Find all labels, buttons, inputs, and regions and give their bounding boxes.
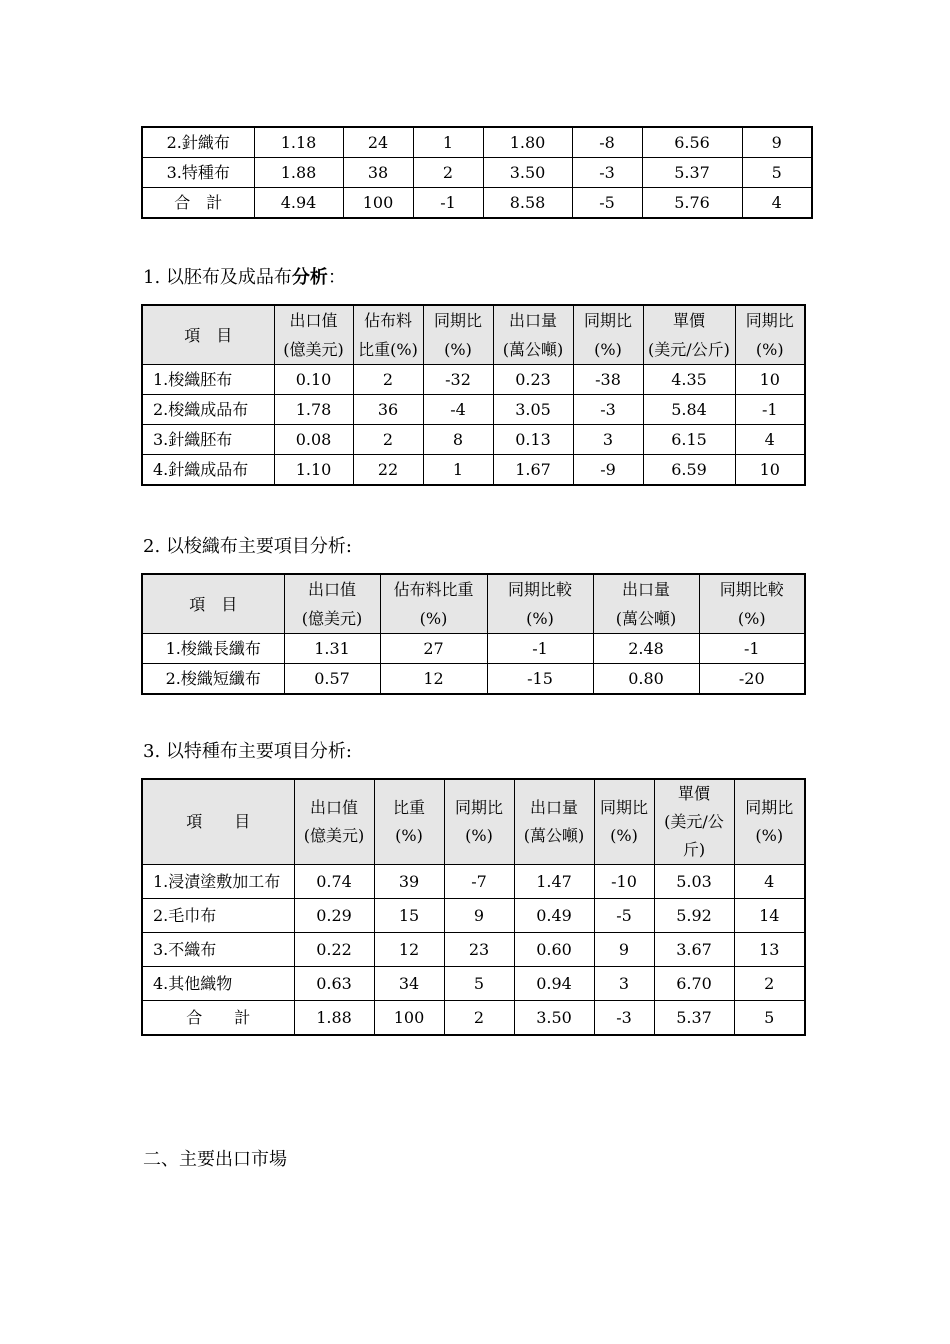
- table-cell: -7: [444, 865, 514, 899]
- table-cell: 4: [734, 865, 805, 899]
- table-cell: 8: [423, 425, 493, 455]
- table-cell: 1.31: [284, 634, 380, 664]
- table-cell: 12: [380, 664, 487, 695]
- table-cell: 5.92: [654, 899, 734, 933]
- table-cell: 10: [735, 365, 805, 395]
- table-cell: 3.50: [483, 158, 572, 188]
- table-cell: 1.80: [483, 127, 572, 158]
- heading-text: 1. 以胚布及成品布: [143, 267, 292, 288]
- table-cell: 0.94: [514, 967, 594, 1001]
- table-row-total: [142, 1001, 805, 1035]
- table-cell: -8: [572, 127, 642, 158]
- table-cell: 0.29: [294, 899, 374, 933]
- table-row: [142, 395, 805, 425]
- table-cell: -3: [594, 1001, 654, 1035]
- header-unit-price: 單價 (美元/公斤): [643, 305, 735, 365]
- table-cell: -32: [423, 365, 493, 395]
- header-export-volume: 出口量 (萬公噸): [514, 779, 594, 865]
- row-label: 1.浸漬塗敷加工布: [142, 865, 294, 899]
- table-cell: 2: [353, 425, 423, 455]
- heading-punct: ：: [327, 267, 346, 288]
- table-row: [142, 127, 812, 158]
- row-label: 2.梭織短纖布: [142, 664, 284, 695]
- table-cell: -15: [487, 664, 593, 695]
- header-yoy: 同期比較 (%): [487, 574, 593, 634]
- table-cell: 6.56: [642, 127, 742, 158]
- table-cell: 100: [374, 1001, 444, 1035]
- header-yoy: 同期比 (%): [423, 305, 493, 365]
- table-cell: 27: [380, 634, 487, 664]
- table-cell: -38: [573, 365, 643, 395]
- table-cell: -5: [594, 899, 654, 933]
- table-cell: 0.63: [294, 967, 374, 1001]
- table-cell: 22: [353, 455, 423, 486]
- table-cell: 15: [374, 899, 444, 933]
- table-row: [142, 455, 805, 486]
- table-cell: 2: [734, 967, 805, 1001]
- table-cell: 5.37: [654, 1001, 734, 1035]
- table-cell: -1: [487, 634, 593, 664]
- table-cell: 1.88: [294, 1001, 374, 1035]
- row-label: 4.針織成品布: [142, 455, 274, 486]
- table-cell: 0.49: [514, 899, 594, 933]
- table-cell: 5: [444, 967, 514, 1001]
- section-heading-markets: 二、主要出口市場: [143, 1149, 287, 1170]
- table-cell: 4.35: [643, 365, 735, 395]
- header-export-volume: 出口量 (萬公噸): [593, 574, 699, 634]
- row-label: 4.其他織物: [142, 967, 294, 1001]
- heading-bold-text: 分析: [291, 267, 328, 288]
- table-cell: 9: [742, 127, 812, 158]
- header-unit-price: 單價 (美元/公 斤): [654, 779, 734, 865]
- row-label: 2.梭織成品布: [142, 395, 274, 425]
- header-item: 項 目: [142, 305, 274, 365]
- header-share: 佔布料比重 (%): [380, 574, 487, 634]
- table-cell: 14: [734, 899, 805, 933]
- table-cell: -1: [413, 188, 483, 219]
- row-label: 合 計: [142, 1001, 294, 1035]
- header-yoy: 同期比 (%): [735, 305, 805, 365]
- row-label: 3.不織布: [142, 933, 294, 967]
- table-cell: 0.23: [493, 365, 573, 395]
- table-cell: 5: [734, 1001, 805, 1035]
- table-cell: 100: [343, 188, 413, 219]
- table-cell: 4.94: [254, 188, 343, 219]
- table-cell: 12: [374, 933, 444, 967]
- special-fabric-table: [141, 778, 806, 1036]
- table-row: [142, 865, 805, 899]
- table-cell: 4: [735, 425, 805, 455]
- header-item: 項 目: [142, 779, 294, 865]
- table-cell: 1.78: [274, 395, 353, 425]
- table-row: [142, 188, 812, 219]
- table-cell: 0.57: [284, 664, 380, 695]
- table-header-row: [142, 574, 805, 634]
- table-cell: -9: [573, 455, 643, 486]
- table-cell: 3.05: [493, 395, 573, 425]
- table-cell: 5.37: [642, 158, 742, 188]
- table-cell: 9: [444, 899, 514, 933]
- table-cell: 1.10: [274, 455, 353, 486]
- table-header-row: [142, 779, 805, 865]
- table-cell: 24: [343, 127, 413, 158]
- table-cell: 1.67: [493, 455, 573, 486]
- grey-finished-fabric-table: [141, 304, 806, 486]
- table-row: [142, 634, 805, 664]
- table-cell: 9: [594, 933, 654, 967]
- table-cell: 3: [594, 967, 654, 1001]
- table-cell: 6.59: [643, 455, 735, 486]
- table-cell: 3.67: [654, 933, 734, 967]
- table-cell: 0.80: [593, 664, 699, 695]
- fabric-summary-table: [141, 126, 813, 219]
- table-row: [142, 664, 805, 695]
- table-cell: 13: [734, 933, 805, 967]
- table-cell: 6.70: [654, 967, 734, 1001]
- table-cell: -1: [735, 395, 805, 425]
- table-cell: 5: [742, 158, 812, 188]
- table-cell: 2: [353, 365, 423, 395]
- table-cell: 0.74: [294, 865, 374, 899]
- header-share: 比重 (%): [374, 779, 444, 865]
- table-cell: 23: [444, 933, 514, 967]
- header-share: 佔布料 比重(%): [353, 305, 423, 365]
- header-export-value: 出口值 (億美元): [274, 305, 353, 365]
- table-cell: -4: [423, 395, 493, 425]
- table-cell: 39: [374, 865, 444, 899]
- table-cell: 2: [444, 1001, 514, 1035]
- table-row: [142, 933, 805, 967]
- table-cell: 5.76: [642, 188, 742, 219]
- section-heading-2: 2. 以梭織布主要項目分析:: [143, 536, 352, 557]
- row-label: 3.針織胚布: [142, 425, 274, 455]
- woven-fabric-table: [141, 573, 806, 695]
- table-cell: 2: [413, 158, 483, 188]
- header-export-value: 出口值 (億美元): [294, 779, 374, 865]
- header-yoy: 同期比 (%): [734, 779, 805, 865]
- header-export-value: 出口值 (億美元): [284, 574, 380, 634]
- row-label: 2.針織布: [142, 127, 254, 158]
- table-cell: 1: [423, 455, 493, 486]
- table-cell: 36: [353, 395, 423, 425]
- header-yoy: 同期比 (%): [594, 779, 654, 865]
- header-yoy: 同期比較 (%): [699, 574, 805, 634]
- table-cell: -20: [699, 664, 805, 695]
- table-cell: 3: [573, 425, 643, 455]
- table-cell: 0.22: [294, 933, 374, 967]
- table-cell: 2.48: [593, 634, 699, 664]
- row-label: 3.特種布: [142, 158, 254, 188]
- table-cell: 1.47: [514, 865, 594, 899]
- table-header-row: [142, 305, 805, 365]
- table-cell: -1: [699, 634, 805, 664]
- section-heading-1: [143, 266, 346, 290]
- table-cell: -3: [572, 158, 642, 188]
- header-yoy: 同期比 (%): [573, 305, 643, 365]
- table-cell: 34: [374, 967, 444, 1001]
- header-yoy: 同期比 (%): [444, 779, 514, 865]
- table-cell: 5.03: [654, 865, 734, 899]
- row-label: 1.梭織胚布: [142, 365, 274, 395]
- table-cell: 1: [413, 127, 483, 158]
- table-cell: 0.10: [274, 365, 353, 395]
- table-cell: 5.84: [643, 395, 735, 425]
- row-label: 1.梭織長纖布: [142, 634, 284, 664]
- table-row: [142, 967, 805, 1001]
- table-cell: 1.18: [254, 127, 343, 158]
- header-item: 項 目: [142, 574, 284, 634]
- table-row: [142, 899, 805, 933]
- row-label: 2.毛巾布: [142, 899, 294, 933]
- table-row: [142, 365, 805, 395]
- table-cell: 10: [735, 455, 805, 486]
- table-cell: -5: [572, 188, 642, 219]
- row-label: 合 計: [142, 188, 254, 219]
- table-row: [142, 425, 805, 455]
- table-row: [142, 158, 812, 188]
- table-cell: 6.15: [643, 425, 735, 455]
- table-cell: -10: [594, 865, 654, 899]
- table-cell: 0.08: [274, 425, 353, 455]
- table-cell: 38: [343, 158, 413, 188]
- header-export-volume: 出口量 (萬公噸): [493, 305, 573, 365]
- table-cell: 0.60: [514, 933, 594, 967]
- table-cell: -3: [573, 395, 643, 425]
- table-cell: 8.58: [483, 188, 572, 219]
- table-cell: 1.88: [254, 158, 343, 188]
- table-cell: 0.13: [493, 425, 573, 455]
- section-heading-3: 3. 以特種布主要項目分析:: [143, 741, 352, 762]
- table-cell: 4: [742, 188, 812, 219]
- table-cell: 3.50: [514, 1001, 594, 1035]
